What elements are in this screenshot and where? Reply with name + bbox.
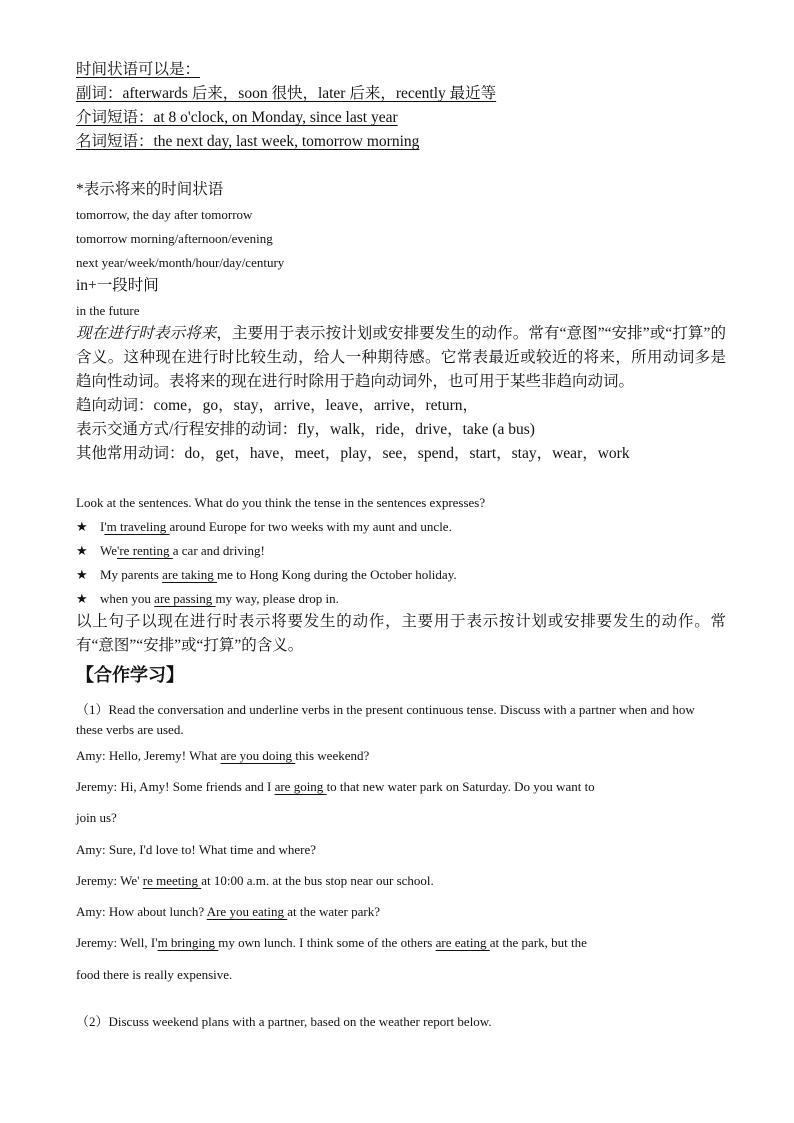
- underlined-verb: Are you eating: [206, 904, 288, 919]
- future-line: in the future: [76, 303, 140, 318]
- dialogue-line: Amy: Hello, Jeremy! What are you doing this weekend?: [76, 748, 370, 763]
- transport-verbs-line: 表示交通方式/行程安排的动词：fly，walk，ride，drive，take (a bus): [76, 421, 535, 438]
- underlined-verb: are taking: [162, 567, 217, 582]
- underlined-verb: re meeting: [142, 873, 202, 888]
- dialogue-line: Jeremy: Hi, Amy! Some friends and I are going to that new water park on Saturday. Do you want to: [76, 779, 595, 794]
- adverbs-line: 副词：afterwards 后来，soon 很快，later 后来，recently 最近等: [76, 85, 497, 102]
- dialogue-line: Jeremy: Well, I'm bringing my own lunch. I think some of the others are eating at the park, but the: [76, 935, 587, 950]
- future-line: next year/week/month/hour/day/century: [76, 255, 285, 270]
- star-icon: ★: [76, 543, 88, 558]
- example-sentence: ★ when you are passing my way, please drop in.: [76, 589, 339, 609]
- dialogue-line: Amy: Sure, I'd love to! What time and where?: [76, 842, 317, 857]
- underlined-verb: are going: [274, 779, 327, 794]
- underlined-verb: are passing: [154, 591, 216, 606]
- adverbials-heading: 时间状语可以是：: [76, 61, 201, 78]
- example-sentence: ★ We're renting a car and driving!: [76, 541, 265, 561]
- dialogue-line: food there is really expensive.: [76, 967, 233, 982]
- dialogue-line: Amy: How about lunch? Are you eating at the water park?: [76, 904, 380, 919]
- dialogue-line: Jeremy: We' re meeting at 10:00 a.m. at the bus stop near our school.: [76, 873, 434, 888]
- future-line: tomorrow morning/afternoon/evening: [76, 231, 273, 246]
- underlined-verb: are you doing: [220, 748, 296, 763]
- star-icon: ★: [76, 591, 88, 606]
- underlined-verb: are eating: [435, 935, 490, 950]
- example-sentence: ★ My parents are taking me to Hong Kong during the October holiday.: [76, 565, 457, 585]
- explanation-paragraph: [76, 322, 726, 394]
- example-sentence: ★ I'm traveling around Europe for two weeks with my aunt and uncle.: [76, 517, 452, 537]
- future-heading: *表示将来的时间状语: [76, 181, 224, 198]
- explanation-emphasis: 现在进行时表示将来: [76, 325, 217, 342]
- star-icon: ★: [76, 567, 88, 582]
- dialogue-line: join us?: [76, 810, 117, 825]
- motion-verbs-line: 趋向动词：come，go，stay，arrive，leave，arrive，return，: [76, 397, 479, 414]
- star-icon: ★: [76, 519, 88, 534]
- future-line: tomorrow, the day after tomorrow: [76, 207, 253, 222]
- task-1: （1）Read the conversation and underline verbs in the present continuous tense. Discuss with a partner when and how these verbs are used.: [76, 702, 695, 737]
- underlined-verb: 'm traveling: [104, 519, 170, 534]
- underlined-verb: 're renting: [117, 543, 173, 558]
- noun-phrases-line: 名词短语：the next day, last week, tomorrow morning: [76, 133, 420, 150]
- future-line: in+一段时间: [76, 277, 159, 294]
- summary-paragraph: 以上句子以现在进行时表示将要发生的动作，主要用于表示按计划或安排要发生的动作。常有“意图”“安排”或“打算”的含义。: [76, 613, 726, 654]
- underlined-verb: m bringing: [157, 935, 219, 950]
- explanation-text: ，主要用于表示按计划或安排要发生的动作。常有“意图”“安排”或“打算”的含义。这种现在进行时比较生动，给人一种期待感。它常表最近或较近的将来，所用动词多是趋向性动词。表将来的现在进行时除用于趋向动词外，也可用于某些非趋向动词。: [76, 325, 726, 390]
- task-2: （2）Discuss weekend plans with a partner, based on the weather report below.: [76, 1014, 492, 1029]
- question-line: Look at the sentences. What do you think the tense in the sentences expresses?: [76, 495, 486, 510]
- coop-heading: 【合作学习】: [76, 665, 184, 685]
- other-verbs-line: 其他常用动词：do，get，have，meet，play，see，spend，start，stay，wear，work: [76, 445, 630, 462]
- prep-phrases-line: 介词短语：at 8 o'clock, on Monday, since last year: [76, 109, 398, 126]
